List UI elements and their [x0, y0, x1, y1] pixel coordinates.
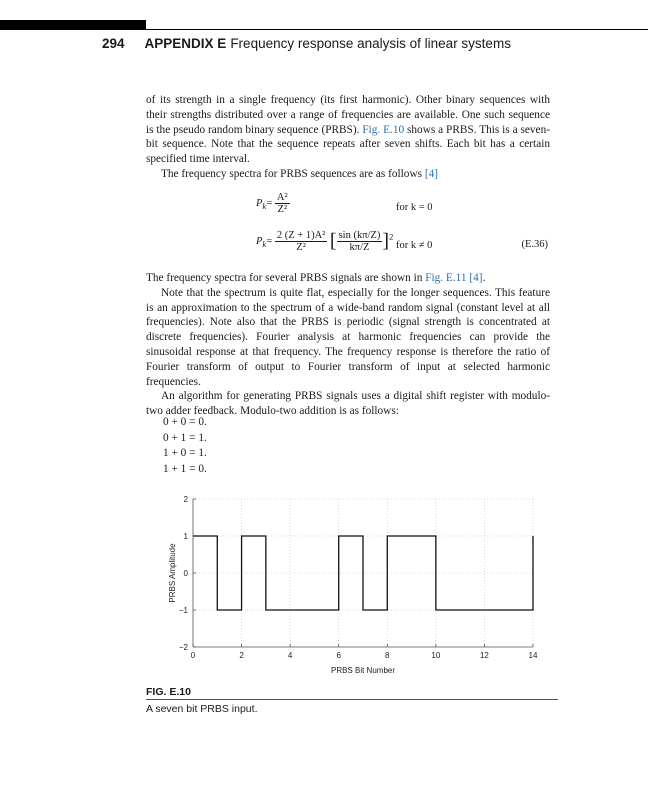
running-header — [102, 36, 511, 51]
appendix-label: APPENDIX E — [144, 36, 227, 51]
equation-number: (E.36) — [521, 239, 548, 250]
figure-caption: A seven bit PRBS input. — [146, 703, 258, 715]
x-tick-label: 2 — [239, 651, 244, 660]
paragraph-1: of its strength in a single frequency (its first harmonic). Other binary sequences with their strengths distributed over a range of frequencies are available. One such sequence is the pseudo random binary sequence (PRBS). Fig. E.10 shows a PRBS. This is a seven-bit sequence. Note that the sequence repeats after seven shifts. Each bit has a certain specified time interval. — [146, 94, 550, 166]
page-number: 294 — [102, 36, 125, 51]
header-rule — [146, 29, 648, 30]
paragraph-5: An algorithm for generating PRBS signals uses a digital shift register with modulo-two adder feedback. Modulo-two addition is as follows: — [146, 390, 550, 418]
x-tick-label: 6 — [336, 651, 341, 660]
x-tick-label: 14 — [528, 651, 538, 660]
figure-link[interactable]: Fig. E.10 — [362, 123, 405, 136]
modulo-two-list — [163, 415, 207, 477]
condition-2: for k ≠ 0 — [396, 240, 433, 251]
chapter-title: Frequency response analysis of linear systems — [230, 36, 511, 51]
body-text-middle — [146, 271, 550, 419]
reference-link-2[interactable]: [4] — [469, 272, 483, 284]
header-bar — [0, 20, 146, 30]
x-tick-label: 4 — [287, 651, 293, 660]
list-item: 1 + 1 = 0. — [163, 462, 207, 475]
equation-line-1: $P_k=$ $\frac{\text{A²}}{\text{Z²}}$ — [256, 192, 288, 215]
equation-line-2: $P_k=$ $\frac{\text{2 (Z + 1)A²}}{\text{Z²}}$ [ $\frac{\sin (k\pi/Z)}{k\pi/Z}$ ]$^2$ — [256, 230, 394, 253]
x-axis-label: PRBS Bit Number — [330, 666, 396, 675]
list-item: 1 + 0 = 1. — [163, 447, 207, 459]
y-tick-label: −2 — [178, 643, 188, 652]
paragraph-4: Note that the spectrum is quite flat, especially for the longer sequences. This feature is an approximation to the spectrum of a wide-band random signal (constant level at all frequencies). Note also that the PRBS is periodic (signal strength is concentrated at discrete frequencies). Fourier analysis at harmonic frequencies can provide the sinusoidal response at that frequency. The frequency response is therefore the ratio of Fourier transform of output to Fourier transform of input at selected harmonic frequencies. — [146, 286, 550, 388]
caption-rule — [146, 699, 558, 700]
x-tick-label: 0 — [190, 651, 196, 660]
body-text-top — [146, 93, 550, 182]
figure-label: FIG. E.10 — [146, 686, 191, 698]
prbs-chart — [160, 492, 550, 682]
reference-link[interactable]: [4] — [424, 167, 439, 180]
y-tick-label: 1 — [183, 532, 188, 541]
paragraph-2: The frequency spectra for PRBS sequences are as follows [4] — [161, 167, 439, 180]
x-tick-label: 10 — [431, 651, 441, 660]
figure-link-e11[interactable]: Fig. E.11 — [425, 272, 467, 284]
y-tick-label: −1 — [178, 606, 188, 615]
x-tick-label: 8 — [385, 651, 390, 660]
paragraph-3: The frequency spectra for several PRBS signals are shown in Fig. E.11 [4]. — [146, 272, 486, 284]
y-tick-label: 0 — [183, 569, 188, 578]
list-item: 0 + 1 = 1. — [163, 431, 207, 444]
list-item: 0 + 0 = 0. — [163, 416, 207, 428]
y-tick-label: 2 — [183, 495, 188, 504]
equation-e36 — [146, 192, 550, 262]
y-axis-label: PRBS Amplitude — [168, 543, 177, 603]
condition-1: for k = 0 — [396, 202, 433, 213]
x-tick-label: 12 — [479, 651, 489, 660]
